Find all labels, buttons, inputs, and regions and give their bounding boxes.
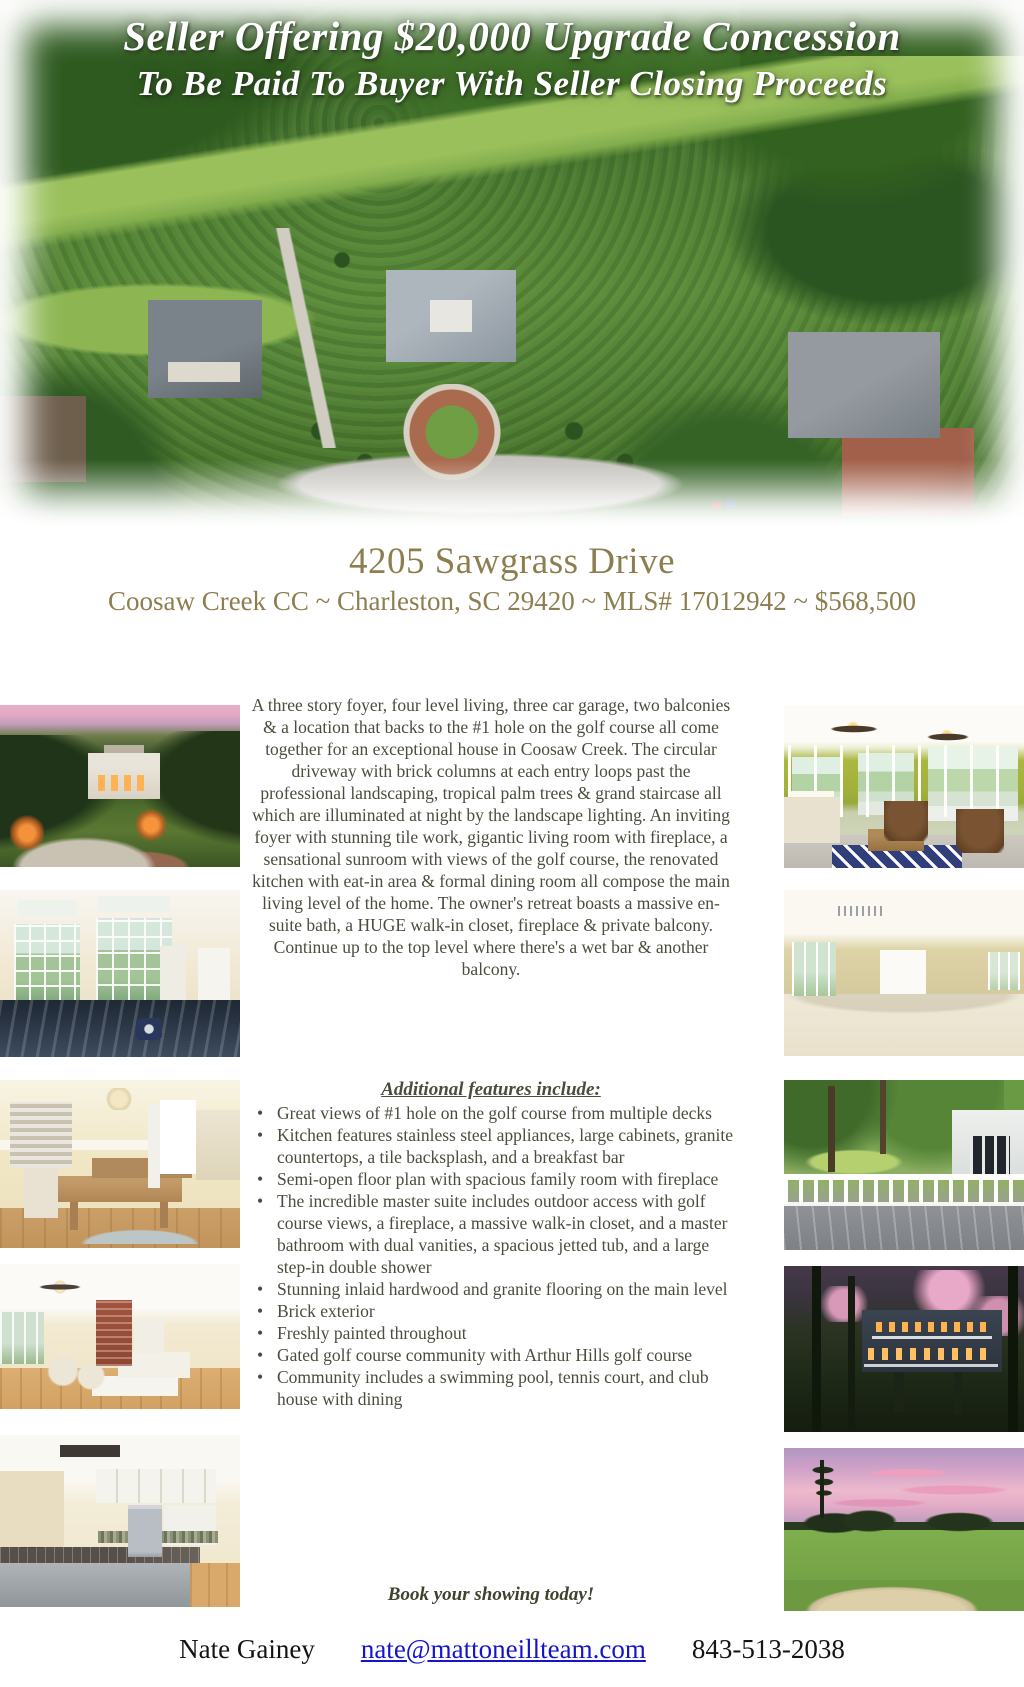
contact-bar	[0, 1634, 1024, 1665]
feature-item: • Brick exterior	[250, 1300, 738, 1322]
features-list	[250, 1102, 738, 1410]
feature-item: • Freshly painted throughout	[250, 1322, 738, 1344]
property-address: 4205 Sawgrass Drive	[348, 541, 675, 582]
email-link[interactable]: nate@mattoneillteam.com	[360, 1634, 646, 1664]
photo-twilight-front-exterior	[0, 705, 240, 867]
feature-item: • The incredible master suite includes outdoor access with golf course views, a fireplace, a massive walk-in closet, and a master bathroom with dual vanities, a spacious jetted tub, and a large step-in double shower	[250, 1190, 738, 1278]
photo-family-room	[0, 1264, 240, 1409]
features-heading: Additional features include:	[381, 1079, 601, 1100]
photo-bonus-room	[784, 890, 1024, 1056]
photo-foyer	[0, 890, 240, 1057]
photo-dining-room	[0, 1080, 240, 1248]
feature-item: • Great views of #1 hole on the golf course from multiple decks	[250, 1102, 738, 1124]
agent-name: Nate Gainey	[179, 1634, 315, 1664]
aerial-photo	[0, 0, 1024, 534]
photo-sunroom	[784, 705, 1024, 868]
photo-rear-exterior-dusk	[784, 1266, 1024, 1432]
banner-line-2: To Be Paid To Buyer With Seller Closing Proceeds	[136, 64, 888, 103]
feature-item: • Stunning inlaid hardwood and granite flooring on the main level	[250, 1278, 738, 1300]
feature-item: • Gated golf course community with Arthur Hills golf course	[250, 1344, 738, 1366]
property-description: A three story foyer, four level living, three car garage, two balconies & a location that backs to the #1 hole on the golf course all come together for an exceptional house in Coosaw Creek. The circular driveway with brick columns at each entry loops past the professional landscaping, tropical palm trees & grand staircase all which are illuminated at night by the landscape lighting. An inviting foyer with stunning tile work, gigantic living room with fireplace, a sensational sunroom with views of the golf course, the renovated kitchen with eat-in area & formal dining room all compose the main living level of the home. The owner's retreat boasts a massive en-suite bath, a HUGE walk-in closet, fireplace & private balcony. Continue up to the top level where there's a wet bar & another balcony.	[251, 695, 731, 979]
phone-number: 843-513-2038	[691, 1634, 845, 1664]
cta-text: Book your showing today!	[387, 1584, 595, 1605]
property-subtitle: Coosaw Creek CC ~ Charleston, SC 29420 ~ MLS# 17012942 ~ $568,500	[107, 586, 917, 616]
feature-item: • Semi-open floor plan with spacious family room with fireplace	[250, 1168, 738, 1190]
photo-kitchen	[0, 1435, 240, 1607]
photo-golf-course-sunset	[784, 1448, 1024, 1611]
banner-line-1: Seller Offering $20,000 Upgrade Concession	[123, 13, 901, 59]
feature-item: • Community includes a swimming pool, tennis court, and club house with dining	[250, 1366, 738, 1410]
feature-item: • Kitchen features stainless steel appliances, large cabinets, granite countertops, a tile backsplash, and a breakfast bar	[250, 1124, 738, 1168]
photo-rear-deck	[784, 1080, 1024, 1250]
